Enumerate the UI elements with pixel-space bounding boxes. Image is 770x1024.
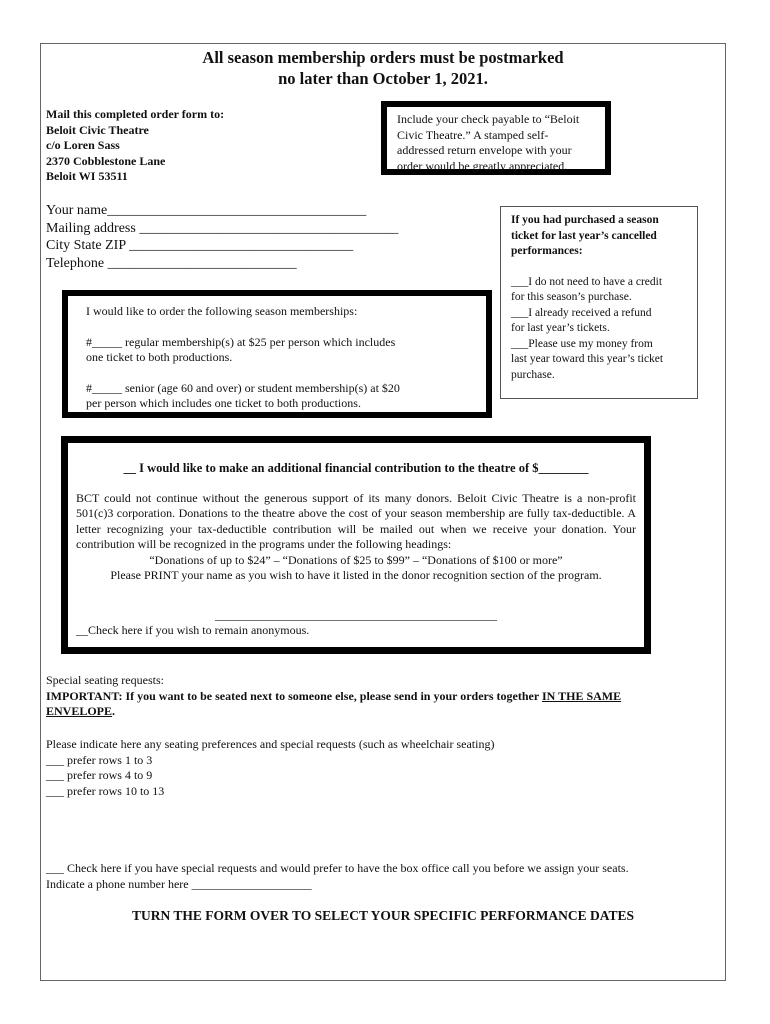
seating-section — [46, 673, 686, 720]
donation-headings: “Donations of up to $24” – “Donations of $25 to $99” – “Donations of $100 or more” — [149, 552, 563, 567]
senior-membership-field[interactable] — [86, 381, 476, 412]
option-text: last year toward this year’s ticket — [511, 353, 664, 365]
credit-option-no-credit[interactable] — [511, 275, 689, 306]
important-text: IMPORTANT: If you want to be seated next to someone else, please send in your orders together — [46, 688, 542, 703]
check-note-line: addressed return envelope with your — [397, 143, 572, 157]
pref-rows-1-3[interactable]: ___ prefer rows 1 to 3 — [46, 752, 153, 767]
option-text: ___I already received a refund — [511, 306, 652, 319]
credit-heading-line: performances: — [511, 245, 583, 257]
mail-name: Beloit Civic Theatre — [46, 122, 149, 137]
check-payable-note — [381, 101, 611, 175]
regular-line: one ticket to both productions. — [86, 350, 233, 364]
check-note-line: Civic Theatre.” A stamped self- — [397, 127, 549, 142]
option-text: ___I do not need to have a credit — [511, 275, 663, 288]
membership-order-box — [62, 290, 492, 418]
donation-amount-field[interactable]: __ I would like to make an additional financial contribution to the theatre of $________ — [123, 461, 589, 475]
contact-fields — [46, 202, 398, 272]
mail-attn: c/o Loren Sass — [46, 138, 120, 152]
donor-name-line[interactable]: _______________________________________________ — [215, 607, 497, 622]
regular-line: #_____ regular membership(s) at $25 per person which includes — [86, 334, 396, 349]
title-line-1: All season membership orders must be postmarked — [202, 48, 564, 67]
seating-preferences — [46, 737, 494, 799]
donation-box — [61, 436, 651, 654]
senior-line: #_____ senior (age 60 and over) or student membership(s) at $20 — [86, 380, 400, 395]
option-text: ___Please use my money from — [511, 337, 653, 350]
telephone-field[interactable]: Telephone ___________________________ — [46, 255, 297, 271]
important-emphasis: IN THE SAME ENVELOPE — [46, 688, 622, 718]
print-name-instruction: Please PRINT your name as you wish to have it listed in the donor recognition section of the program. — [110, 568, 602, 582]
address-field[interactable]: Mailing address _____________________________________ — [46, 220, 399, 236]
check-note-line: Include your check payable to “Beloit — [397, 112, 580, 126]
credit-heading-line: ticket for last year’s cancelled — [511, 229, 657, 242]
membership-intro: I would like to order the following season memberships: — [86, 304, 358, 318]
special-request-checkbox[interactable]: ___ Check here if you have special requests and would prefer to have the box office call you before we assign your seats. — [46, 861, 629, 875]
mail-city: Beloit WI 53511 — [46, 169, 128, 183]
seating-label: Special seating requests: — [46, 673, 164, 687]
mail-label: Mail this completed order form to: — [46, 107, 225, 121]
option-text: purchase. — [511, 368, 555, 381]
credit-option-refunded[interactable] — [511, 306, 689, 337]
option-text: for last year’s tickets. — [511, 322, 610, 334]
important-suffix: . — [112, 704, 116, 718]
donation-explanation: BCT could not continue without the generous support of its many donors. Beloit Civic Theatre is a non-profit 501(c)3 corporation. Donations to the theatre above the cost of your season membership are fully tax-deductible. A letter recognizing your tax-deductible contribution will be mailed out when we receive your donation. Your contribution will be recognized in the programs under the following headings: — [76, 490, 636, 551]
credit-heading-line: If you had purchased a season — [511, 214, 659, 226]
credit-heading — [511, 213, 689, 260]
mailing-address-block — [46, 107, 224, 185]
name-field[interactable]: Your name_____________________________________ — [46, 203, 367, 218]
mail-street: 2370 Cobblestone Lane — [46, 153, 166, 168]
turn-over-note: TURN THE FORM OVER TO SELECT YOUR SPECIFIC PERFORMANCE DATES — [132, 908, 634, 923]
regular-membership-field[interactable] — [86, 335, 476, 366]
seating-important-note — [46, 689, 686, 720]
check-note-line: order would be greatly appreciated. — [397, 158, 568, 173]
pref-rows-4-9[interactable]: ___ prefer rows 4 to 9 — [46, 768, 153, 782]
special-requests — [46, 861, 629, 892]
credit-options-box — [500, 206, 698, 399]
credit-option-apply-money[interactable] — [511, 337, 689, 384]
option-text: for this season’s purchase. — [511, 291, 632, 303]
page-title — [40, 47, 726, 89]
phone-number-field[interactable]: Indicate a phone number here ____________________ — [46, 876, 312, 891]
senior-line: per person which includes one ticket to both productions. — [86, 396, 361, 410]
pref-rows-10-13[interactable]: ___ prefer rows 10 to 13 — [46, 783, 165, 798]
prefs-intro: Please indicate here any seating preferences and special requests (such as wheelchair seating) — [46, 737, 495, 751]
title-line-2: no later than October 1, 2021. — [278, 69, 488, 88]
anonymous-checkbox[interactable]: __Check here if you wish to remain anonymous. — [76, 623, 310, 637]
city-state-zip-field[interactable]: City State ZIP ________________________________ — [46, 238, 354, 253]
